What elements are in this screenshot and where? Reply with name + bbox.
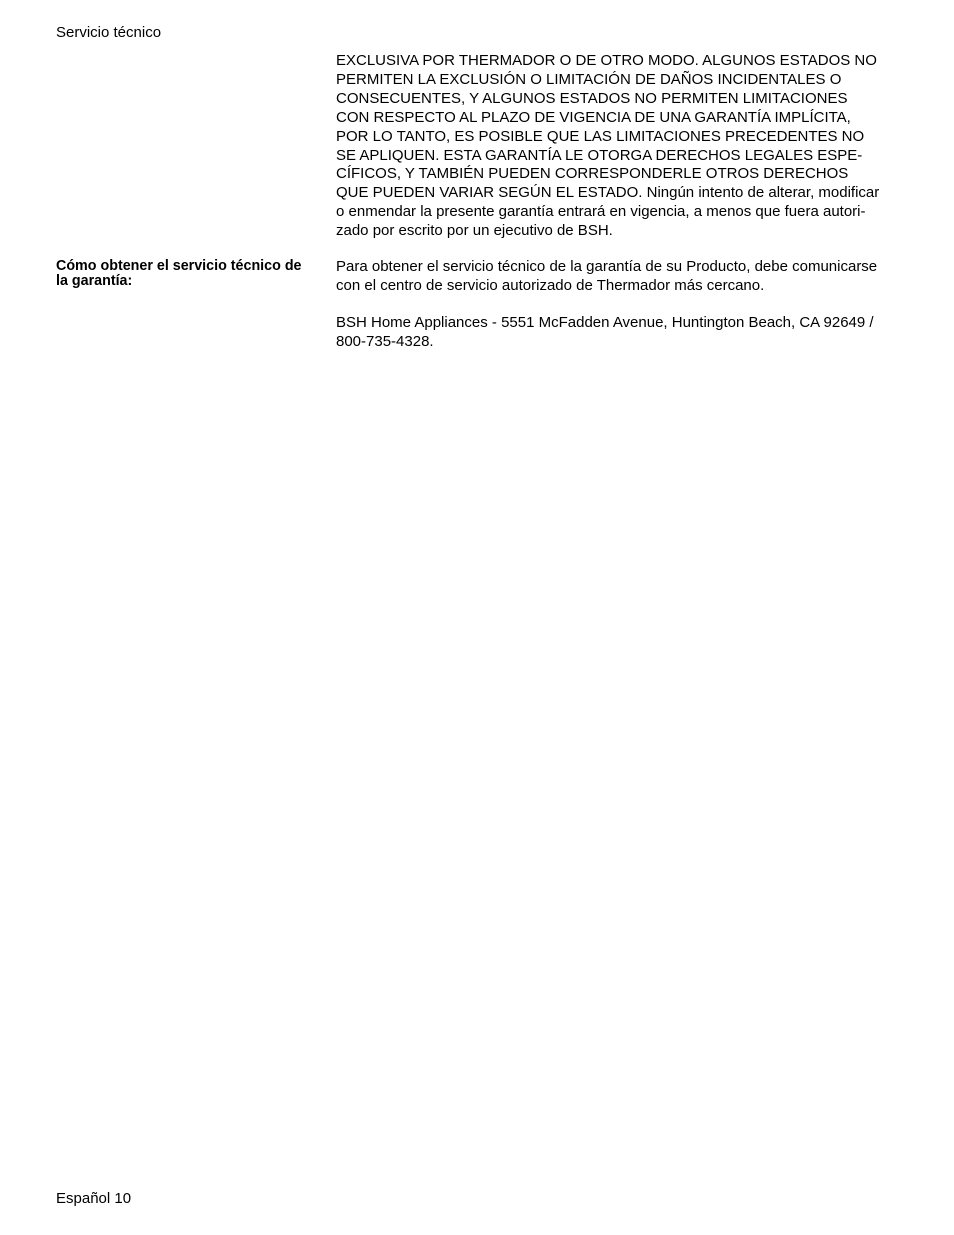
service-section-heading: Cómo obtener el servicio técnico de la garantía: (56, 258, 302, 289)
page-footer: Español 10 (56, 1190, 132, 1207)
section-header: Servicio técnico (56, 24, 162, 41)
service-instructions-paragraph: Para obtener el servicio técnico de la garantía de su Producto, debe comunicarse con el centro de servicio autorizado de Thermador más cercano. (336, 258, 878, 294)
service-address-paragraph: BSH Home Appliances - 5551 McFadden Avenue, Huntington Beach, CA 92649 / 800-735-4328. (336, 314, 874, 350)
warranty-limitations-paragraph: EXCLUSIVA POR THERMADOR O DE OTRO MODO. ALGUNOS ESTADOS NO PERMITEN LA EXCLUSIÓN O LIMITACIÓN DE DAÑOS INCIDENTALES O CONSECUENTES, Y ALGUNOS ESTADOS NO PERMITEN LIMITACIONES CON RESPECTO AL PLAZO DE VIGENCIA DE UNA GARANTÍA IMPLÍCITA, POR LO TANTO, ES POSIBLE QUE LAS LIMITACIONES PRECEDENTES NO SE APLIQUEN. ESTA GARANTÍA LE OTORGA DERECHOS LEGALES ESPE- CÍFICOS, Y TAMBIÉN PUEDEN CORRESPONDERLE OTROS DERECHOS QUE PUEDEN VARIAR SEGÚN EL ESTADO. Ningún intento de alterar, modificar o enmendar la presente garantía entrará en vigencia, a menos que fuera autori- zado por escrito por un ejecutivo de BSH. (336, 52, 880, 240)
